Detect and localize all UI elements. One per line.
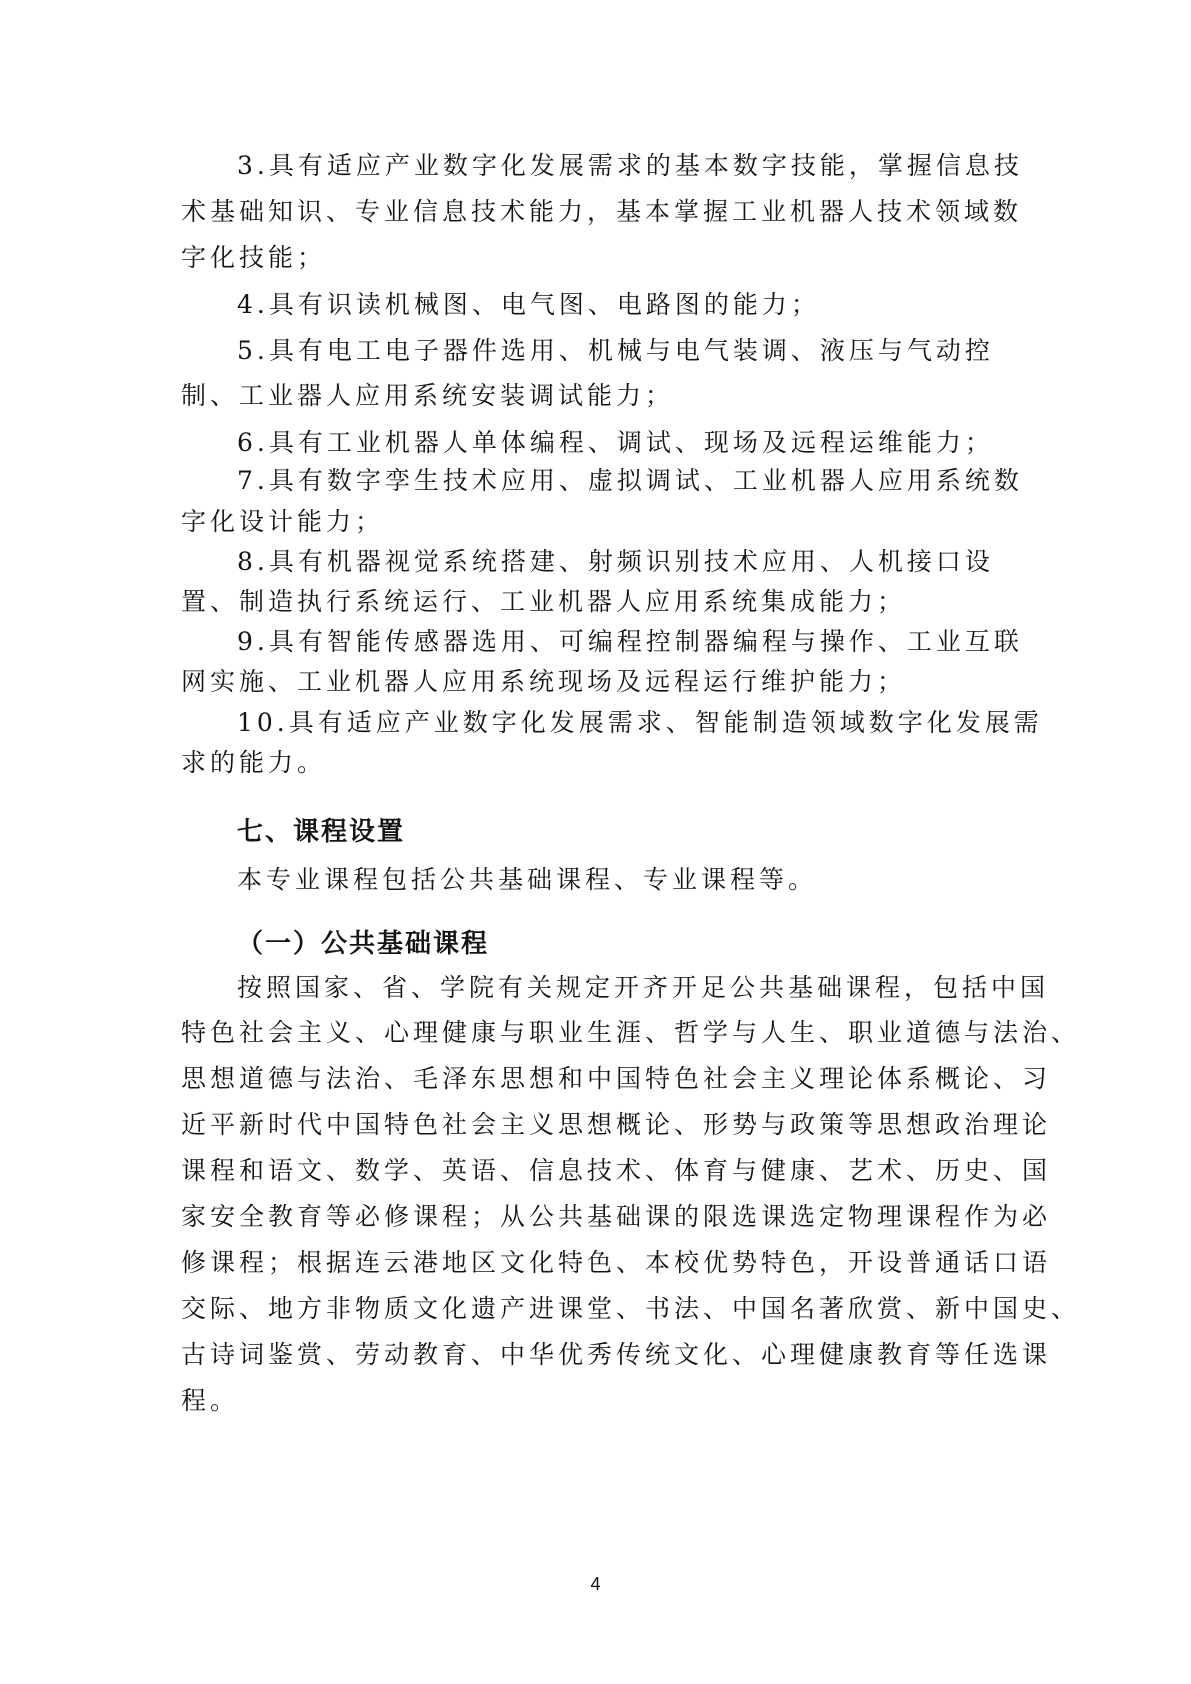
ability-item-5-line-1: 5.具有电工电子器件选用、机械与电气装调、液压与气动控 (237, 336, 994, 365)
ability-item-4: 4.具有识读机械图、电气图、电路图的能力； (237, 290, 820, 319)
ability-item-8-line-2: 置、制造执行系统运行、工业机器人应用系统集成能力； (181, 587, 907, 616)
subsection-1-line-9: 古诗词鉴赏、劳动教育、中华优秀传统文化、心理健康教育等任选课 (181, 1340, 1052, 1369)
ability-item-8-line-1: 8.具有机器视觉系统搭建、射频识别技术应用、人机接口设 (237, 547, 994, 576)
ability-item-5-line-2: 制、工业器人应用系统安装调试能力； (181, 381, 675, 410)
subsection-1-line-5: 课程和语文、数学、英语、信息技术、体育与健康、艺术、历史、国 (181, 1156, 1052, 1185)
subsection-1-line-8: 交际、地方非物质文化遗产进课堂、书法、中国名著欣赏、新中国史、 (181, 1294, 1081, 1323)
ability-item-9-line-1: 9.具有智能传感器选用、可编程控制器编程与操作、工业互联 (237, 627, 1023, 656)
subsection-1-line-3: 思想道德与法治、毛泽东思想和中国特色社会主义理论体系概论、习 (181, 1064, 1052, 1093)
ability-item-10-line-1: 10.具有适应产业数字化发展需求、智能制造领域数字化发展需 (237, 708, 1043, 737)
subsection-1-line-7: 修课程；根据连云港地区文化特色、本校优势特色，开设普通话口语 (181, 1248, 1052, 1277)
subsection-1-line-10: 程。 (181, 1386, 240, 1415)
subsection-1-line-1: 按照国家、省、学院有关规定开齐开足公共基础课程，包括中国 (237, 973, 1050, 1002)
subsection-1-heading: （一）公共基础课程 (237, 929, 490, 959)
section-7-heading: 七、课程设置 (237, 817, 406, 847)
ability-item-7-line-2: 字化设计能力； (181, 507, 385, 536)
section-7-intro: 本专业课程包括公共基础课程、专业课程等。 (237, 865, 818, 894)
subsection-1-line-6: 家安全教育等必修课程；从公共基础课的限选课选定物理课程作为必 (181, 1202, 1052, 1231)
ability-item-3-line-2: 术基础知识、专业信息技术能力，基本掌握工业机器人技术领域数 (181, 197, 1023, 226)
ability-item-3-line-1: 3.具有适应产业数字化发展需求的基本数字技能，掌握信息技 (237, 151, 1023, 180)
ability-item-3-line-3: 字化技能； (181, 243, 327, 272)
ability-item-7-line-1: 7.具有数字孪生技术应用、虚拟调试、工业机器人应用系统数 (237, 466, 1023, 495)
subsection-1-line-2: 特色社会主义、心理健康与职业生涯、哲学与人生、职业道德与法治、 (181, 1018, 1081, 1047)
ability-item-10-line-2: 求的能力。 (181, 748, 327, 777)
ability-item-9-line-2: 网实施、工业机器人应用系统现场及远程运行维护能力； (181, 667, 907, 696)
ability-item-6: 6.具有工业机器人单体编程、调试、现场及远程运维能力； (237, 428, 994, 457)
page-number: 4 (590, 1574, 601, 1594)
subsection-1-line-4: 近平新时代中国特色社会主义思想概论、形势与政策等思想政治理论 (181, 1110, 1052, 1139)
